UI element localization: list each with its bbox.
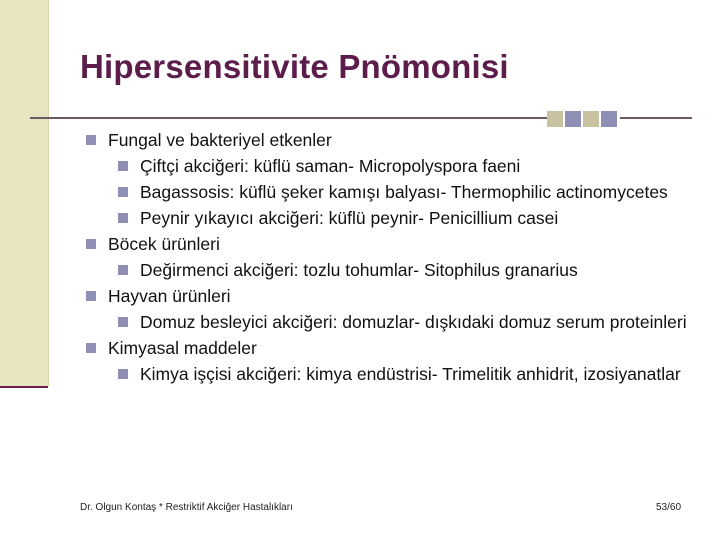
- square-bullet-icon: [86, 291, 96, 301]
- decor-square: [601, 111, 617, 127]
- square-bullet-icon: [86, 135, 96, 145]
- sub-bullet-item: [86, 182, 706, 203]
- decor-square: [583, 111, 599, 127]
- bullet-text: Kimya işçisi akciğeri: kimya endüstrisi- Trimelitik anhidrit, izosiyanatlar: [140, 364, 681, 384]
- bullet-text: Domuz besleyici akciğeri: domuzlar- dışkıdaki domuz serum proteinleri: [140, 312, 687, 332]
- sub-bullet-item: [86, 312, 706, 333]
- sub-bullet-item: [86, 364, 706, 385]
- bullet-text: Peynir yıkayıcı akciğeri: küflü peynir- Penicillium casei: [140, 208, 559, 228]
- title-divider-right: [620, 117, 692, 119]
- square-bullet-icon: [118, 369, 128, 379]
- bullet-text: Fungal ve bakteriyel etkenler: [108, 130, 332, 150]
- sub-bullet-item: [86, 260, 706, 281]
- square-bullet-icon: [118, 265, 128, 275]
- bullet-item: [86, 234, 706, 255]
- bullet-list: [86, 130, 706, 390]
- decorative-squares: [547, 111, 619, 127]
- square-bullet-icon: [118, 317, 128, 327]
- bullet-text: Değirmenci akciğeri: tozlu tohumlar- Sitophilus granarius: [140, 260, 578, 280]
- bullet-text: Hayvan ürünleri: [108, 286, 231, 306]
- bullet-text: Böcek ürünleri: [108, 234, 220, 254]
- decor-square: [565, 111, 581, 127]
- title-divider: [30, 117, 550, 119]
- square-bullet-icon: [86, 239, 96, 249]
- square-bullet-icon: [118, 161, 128, 171]
- bullet-item: [86, 130, 706, 151]
- sub-bullet-item: [86, 208, 706, 229]
- square-bullet-icon: [118, 213, 128, 223]
- sidebar-accent-line: [0, 386, 48, 388]
- sidebar-band: [0, 0, 49, 386]
- bullet-text: Bagassosis: küflü şeker kamışı balyası- Thermophilic actinomycetes: [140, 182, 668, 202]
- footer-page-number: 53/60: [656, 502, 682, 513]
- sub-bullet-item: [86, 156, 706, 177]
- square-bullet-icon: [118, 187, 128, 197]
- bullet-text: Kimyasal maddeler: [108, 338, 257, 358]
- bullet-text: Çiftçi akciğeri: küflü saman- Micropolyspora faeni: [140, 156, 521, 176]
- square-bullet-icon: [86, 343, 96, 353]
- footer-author: Dr. Olgun Kontaş * Restriktif Akciğer Hastalıkları: [80, 502, 293, 513]
- decor-square: [547, 111, 563, 127]
- slide-title: Hipersensitivite Pnömonisi: [80, 48, 509, 85]
- bullet-item: [86, 338, 706, 359]
- bullet-item: [86, 286, 706, 307]
